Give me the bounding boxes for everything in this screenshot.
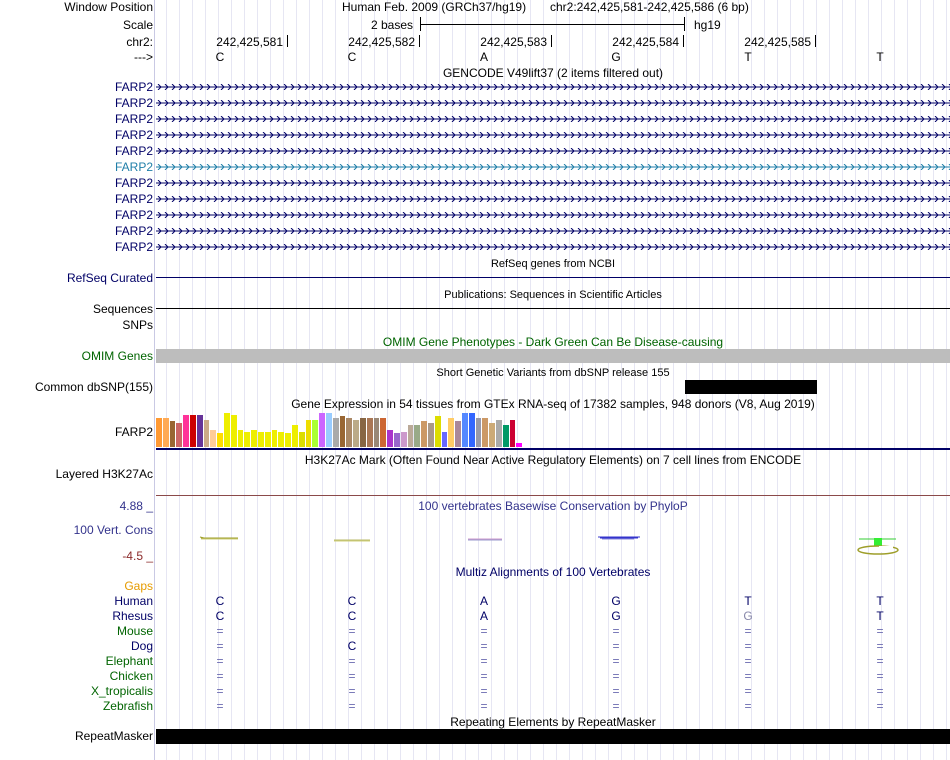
- assembly-name: Human Feb. 2009 (GRCh37/hg19): [342, 0, 527, 14]
- phylop-mark-2: [334, 540, 370, 541]
- phylop-min-value: -4.5 _: [122, 549, 153, 563]
- gtex-tissue-bar[interactable]: [489, 423, 495, 447]
- gtex-tissue-bar[interactable]: [360, 418, 366, 447]
- gridline: [413, 0, 414, 760]
- gtex-tissue-bar[interactable]: [455, 421, 461, 447]
- multiz-base: =: [348, 669, 356, 683]
- repeatmasker-track-label[interactable]: RepeatMasker: [74, 729, 153, 743]
- gencode-transcript-label[interactable]: FARP2: [114, 176, 153, 190]
- gridline: [920, 0, 921, 760]
- gridline: [842, 0, 843, 760]
- ruler-coordinate: 242,425,583: [480, 35, 547, 49]
- refseq-track-label[interactable]: RefSeq Curated: [66, 271, 153, 285]
- gridline: [309, 0, 310, 760]
- gtex-tissue-bar[interactable]: [448, 418, 454, 447]
- scale-db: hg19: [694, 18, 721, 32]
- multiz-base: =: [744, 624, 752, 638]
- multiz-base: =: [480, 639, 488, 653]
- multiz-base: =: [480, 699, 488, 713]
- multiz-species-label[interactable]: Zebrafish: [102, 699, 153, 713]
- gencode-transcript[interactable]: [156, 116, 950, 122]
- multiz-base: =: [612, 684, 620, 698]
- publications-track-title[interactable]: Publications: Sequences in Scientific Articles: [444, 289, 662, 301]
- gencode-transcript[interactable]: [156, 212, 950, 218]
- gtex-tissue-bar[interactable]: [231, 415, 237, 447]
- multiz-species-label[interactable]: Chicken: [109, 669, 153, 683]
- gencode-transcript-label[interactable]: FARP2: [114, 80, 153, 94]
- window-position-label: Window Position: [64, 0, 153, 14]
- gtex-tissue-bar[interactable]: [265, 432, 271, 447]
- gridline: [608, 0, 609, 760]
- multiz-base: C: [347, 594, 357, 608]
- gridline: [296, 0, 297, 760]
- gtex-tissue-bar[interactable]: [380, 418, 386, 447]
- gridline: [491, 0, 492, 760]
- gtex-tissue-bar[interactable]: [414, 425, 420, 447]
- phylop-mark-4: [598, 537, 640, 539]
- gridline: [192, 0, 193, 760]
- gencode-track-title[interactable]: GENCODE V49lift37 (2 items filtered out): [442, 66, 664, 80]
- ruler-coordinate: 242,425,581: [216, 35, 283, 49]
- gtex-tissue-bar[interactable]: [496, 420, 502, 447]
- gridline: [517, 0, 518, 760]
- gtex-tissue-bar[interactable]: [421, 421, 427, 447]
- multiz-base: T: [744, 594, 752, 608]
- multiz-base: =: [612, 699, 620, 713]
- publications-line[interactable]: [156, 308, 950, 309]
- gtex-tissue-bar[interactable]: [503, 425, 509, 447]
- publications-snps-label[interactable]: SNPs: [122, 318, 153, 332]
- ruler-coordinate: 242,425,585: [744, 35, 811, 49]
- gtex-tissue-bar[interactable]: [319, 413, 325, 447]
- gtex-tissue-bar[interactable]: [469, 413, 475, 447]
- multiz-base: A: [479, 609, 488, 623]
- multiz-base: =: [744, 639, 752, 653]
- gridline: [400, 0, 401, 760]
- gridline: [582, 0, 583, 760]
- repeatmasker-block[interactable]: [156, 729, 950, 744]
- multiz-species-label[interactable]: Elephant: [105, 654, 153, 668]
- gridline: [855, 0, 856, 760]
- gtex-tissue-bar[interactable]: [326, 413, 332, 447]
- reference-base: C: [215, 50, 225, 64]
- gtex-tissue-bar[interactable]: [190, 415, 196, 447]
- multiz-base: C: [215, 609, 225, 623]
- gtex-tissue-bar[interactable]: [367, 418, 373, 447]
- gtex-tissue-bar[interactable]: [292, 425, 298, 447]
- gtex-tissue-bar[interactable]: [176, 423, 182, 447]
- gridline: [244, 0, 245, 760]
- multiz-base: =: [876, 669, 884, 683]
- gridline: [504, 0, 505, 760]
- gtex-tissue-bar[interactable]: [197, 415, 203, 447]
- scale-bar-right-tick: [684, 17, 685, 31]
- omim-gene-block[interactable]: [156, 349, 950, 363]
- strand-label: --->: [134, 50, 153, 64]
- gencode-transcript[interactable]: [156, 148, 950, 154]
- dbsnp-track-label[interactable]: Common dbSNP(155): [34, 380, 153, 394]
- multiz-base: =: [876, 699, 884, 713]
- gtex-tissue-bar[interactable]: [462, 413, 468, 447]
- gridline: [322, 0, 323, 760]
- gtex-tissue-bar[interactable]: [516, 443, 522, 447]
- gtex-tissue-bar[interactable]: [387, 430, 393, 447]
- multiz-base: C: [347, 609, 357, 623]
- gridline: [439, 0, 440, 760]
- publications-track-label[interactable]: Sequences: [92, 302, 153, 316]
- multiz-base: G: [611, 594, 621, 608]
- gencode-transcript[interactable]: [156, 132, 950, 138]
- multiz-base: G: [743, 609, 753, 623]
- multiz-base: =: [612, 624, 620, 638]
- gtex-tissue-bar[interactable]: [346, 418, 352, 447]
- gencode-transcript-label[interactable]: FARP2: [114, 128, 153, 142]
- phylop-track-label[interactable]: 100 Vert. Cons: [73, 523, 153, 537]
- multiz-base: =: [348, 684, 356, 698]
- multiz-base: =: [744, 654, 752, 668]
- gtex-tissue-bar[interactable]: [408, 425, 414, 447]
- multiz-base: =: [216, 684, 224, 698]
- gencode-transcript[interactable]: [156, 164, 950, 170]
- multiz-base: =: [876, 654, 884, 668]
- chrom-label: chr2:: [126, 35, 153, 49]
- multiz-base: =: [216, 669, 224, 683]
- gridline: [283, 0, 284, 760]
- window-position-value[interactable]: chr2:242,425,581-242,425,586 (6 bp): [550, 0, 749, 14]
- refseq-gene-line[interactable]: [156, 277, 950, 278]
- ruler-tick: [815, 35, 816, 47]
- multiz-base: =: [480, 684, 488, 698]
- multiz-base: =: [876, 624, 884, 638]
- gridline: [946, 0, 947, 760]
- multiz-species-label[interactable]: Dog: [130, 639, 153, 653]
- h3k27ac-track-title[interactable]: H3K27Ac Mark (Often Found Near Active Regulatory Elements) on 7 cell lines from ENCODE: [304, 453, 802, 467]
- gtex-tissue-bar[interactable]: [306, 420, 312, 447]
- multiz-species-label[interactable]: Human: [114, 594, 153, 608]
- gencode-transcript-label[interactable]: FARP2: [114, 112, 153, 126]
- dbsnp-variant-block[interactable]: [685, 380, 817, 394]
- ruler-tick: [683, 35, 684, 47]
- gridline: [660, 0, 661, 760]
- gtex-tissue-bar[interactable]: [204, 420, 210, 447]
- gencode-transcript-label[interactable]: FARP2: [114, 192, 153, 206]
- scale-bar-left-tick: [420, 17, 421, 31]
- repeatmasker-track-title[interactable]: Repeating Elements by RepeatMasker: [450, 715, 656, 729]
- refseq-track-title[interactable]: RefSeq genes from NCBI: [490, 258, 616, 270]
- gtex-tissue-bar[interactable]: [244, 432, 250, 447]
- gencode-transcript[interactable]: [156, 100, 950, 106]
- gridline: [361, 0, 362, 760]
- multiz-base: =: [612, 654, 620, 668]
- gtex-tissue-bar[interactable]: [394, 433, 400, 447]
- gencode-transcript[interactable]: [156, 84, 950, 90]
- gridline: [595, 0, 596, 760]
- gtex-track-title[interactable]: Gene Expression in 54 tissues from GTEx RNA-seq of 17382 samples, 948 donors (V8, Aug 2019): [291, 397, 815, 411]
- gtex-tissue-bar[interactable]: [401, 432, 407, 447]
- gridline: [465, 0, 466, 760]
- omim-track-title[interactable]: OMIM Gene Phenotypes - Dark Green Can Be Disease-causing: [382, 335, 724, 349]
- multiz-base: C: [347, 639, 357, 653]
- gtex-tissue-bar[interactable]: [238, 430, 244, 447]
- gtex-tissue-bar[interactable]: [217, 433, 223, 447]
- gtex-tissue-bar[interactable]: [210, 430, 216, 447]
- gridline: [556, 0, 557, 760]
- phylop-track-title[interactable]: 100 vertebrates Basewise Conservation by PhyloP: [418, 499, 688, 513]
- gtex-tissue-bar[interactable]: [278, 432, 284, 447]
- multiz-species-label[interactable]: X_tropicalis: [90, 684, 153, 698]
- gtex-tissue-bar[interactable]: [476, 418, 482, 447]
- gencode-transcript[interactable]: [156, 228, 950, 234]
- gtex-tissue-bar[interactable]: [156, 418, 162, 447]
- multiz-base: =: [216, 624, 224, 638]
- multiz-species-label[interactable]: Mouse: [116, 624, 153, 638]
- multiz-base: C: [215, 594, 225, 608]
- ruler-coordinate: 242,425,582: [348, 35, 415, 49]
- multiz-base: G: [611, 609, 621, 623]
- gridline: [270, 0, 271, 760]
- gtex-tissue-bar[interactable]: [183, 415, 189, 447]
- gtex-bar-chart[interactable]: [156, 412, 950, 447]
- gencode-transcript[interactable]: [156, 180, 950, 186]
- omim-track-label[interactable]: OMIM Genes: [81, 349, 153, 363]
- ruler-coordinate: 242,425,584: [612, 35, 679, 49]
- multiz-base: T: [876, 594, 884, 608]
- gtex-tissue-bar[interactable]: [163, 418, 169, 447]
- multiz-base: =: [480, 669, 488, 683]
- gtex-tissue-bar[interactable]: [170, 421, 176, 447]
- gencode-transcript-label[interactable]: FARP2: [114, 224, 153, 238]
- gridline: [257, 0, 258, 760]
- gtex-tissue-bar[interactable]: [272, 430, 278, 447]
- gridline: [894, 0, 895, 760]
- gridline: [387, 0, 388, 760]
- scale-label: Scale: [122, 18, 153, 32]
- gtex-tissue-bar[interactable]: [312, 420, 318, 447]
- multiz-base: =: [348, 624, 356, 638]
- gridline: [569, 0, 570, 760]
- gridline: [868, 0, 869, 760]
- multiz-gaps-label: Gaps: [124, 579, 153, 593]
- gtex-tissue-bar[interactable]: [340, 416, 346, 447]
- multiz-base: =: [348, 654, 356, 668]
- reference-base: T: [876, 50, 884, 64]
- phylop-graph[interactable]: [156, 530, 950, 560]
- gencode-transcript-label[interactable]: FARP2: [114, 240, 153, 254]
- multiz-base: =: [876, 684, 884, 698]
- multiz-track-title[interactable]: Multiz Alignments of 100 Vertebrates: [455, 565, 651, 579]
- reference-base: C: [347, 50, 357, 64]
- gencode-transcript-label[interactable]: FARP2: [114, 96, 153, 110]
- gridline: [374, 0, 375, 760]
- gencode-transcript-label[interactable]: FARP2: [114, 144, 153, 158]
- gtex-tissue-bar[interactable]: [482, 418, 488, 447]
- ruler-tick: [287, 35, 288, 47]
- gridline: [166, 0, 167, 760]
- multiz-base: =: [876, 639, 884, 653]
- ruler-tick: [419, 35, 420, 47]
- label-column-separator: [154, 0, 155, 760]
- multiz-base: =: [612, 669, 620, 683]
- gridline: [231, 0, 232, 760]
- gtex-tissue-bar[interactable]: [251, 430, 257, 447]
- gtex-tissue-bar[interactable]: [428, 423, 434, 447]
- multiz-base: =: [216, 699, 224, 713]
- gridline: [543, 0, 544, 760]
- h3k27ac-track-label[interactable]: Layered H3K27Ac: [55, 467, 153, 481]
- gtex-tissue-bar[interactable]: [224, 413, 230, 447]
- gtex-tissue-bar[interactable]: [333, 418, 339, 447]
- multiz-base: =: [480, 654, 488, 668]
- gtex-tissue-bar[interactable]: [435, 416, 441, 447]
- multiz-base: =: [216, 654, 224, 668]
- multiz-base: =: [348, 699, 356, 713]
- gencode-transcript[interactable]: [156, 196, 950, 202]
- multiz-base: =: [612, 639, 620, 653]
- gridline: [647, 0, 648, 760]
- phylop-mark-3: [468, 539, 502, 540]
- gtex-tissue-bar[interactable]: [299, 432, 305, 447]
- gtex-tissue-bar[interactable]: [353, 420, 359, 447]
- gtex-tissue-bar[interactable]: [442, 432, 448, 447]
- gridline: [907, 0, 908, 760]
- h3k27ac-baseline: [156, 495, 950, 496]
- gridline: [179, 0, 180, 760]
- phylop-mark-1: [200, 537, 238, 539]
- gtex-tissue-bar[interactable]: [510, 420, 516, 447]
- multiz-base: =: [216, 639, 224, 653]
- reference-base: T: [744, 50, 752, 64]
- multiz-base: A: [479, 594, 488, 608]
- gtex-baseline: [156, 448, 950, 450]
- gencode-transcript-label[interactable]: FARP2: [114, 208, 153, 222]
- gridline: [205, 0, 206, 760]
- multiz-base: =: [744, 684, 752, 698]
- gridline: [673, 0, 674, 760]
- gtex-tissue-bar[interactable]: [374, 418, 380, 447]
- reference-base: G: [611, 50, 621, 64]
- gridline: [634, 0, 635, 760]
- gridline: [426, 0, 427, 760]
- multiz-base: =: [480, 624, 488, 638]
- gencode-transcript-label[interactable]: FARP2: [114, 160, 153, 174]
- phylop-mark-5: [858, 538, 898, 554]
- gtex-tissue-bar[interactable]: [258, 432, 264, 447]
- multiz-species-label[interactable]: Rhesus: [112, 609, 153, 623]
- dbsnp-track-title[interactable]: Short Genetic Variants from dbSNP release 155: [436, 367, 670, 379]
- multiz-base: T: [876, 609, 884, 623]
- gtex-track-label[interactable]: FARP2: [114, 425, 153, 439]
- scale-text: 2 bases: [371, 18, 414, 32]
- gridline: [335, 0, 336, 760]
- gridline: [933, 0, 934, 760]
- gridline: [530, 0, 531, 760]
- gridline: [452, 0, 453, 760]
- reference-base: A: [479, 50, 488, 64]
- gencode-transcript[interactable]: [156, 244, 950, 250]
- scale-bar: [420, 24, 684, 25]
- ruler-tick: [551, 35, 552, 47]
- phylop-max-value: 4.88 _: [119, 499, 153, 513]
- multiz-base: =: [744, 699, 752, 713]
- gtex-tissue-bar[interactable]: [285, 433, 291, 447]
- multiz-base: =: [744, 669, 752, 683]
- gridline: [829, 0, 830, 760]
